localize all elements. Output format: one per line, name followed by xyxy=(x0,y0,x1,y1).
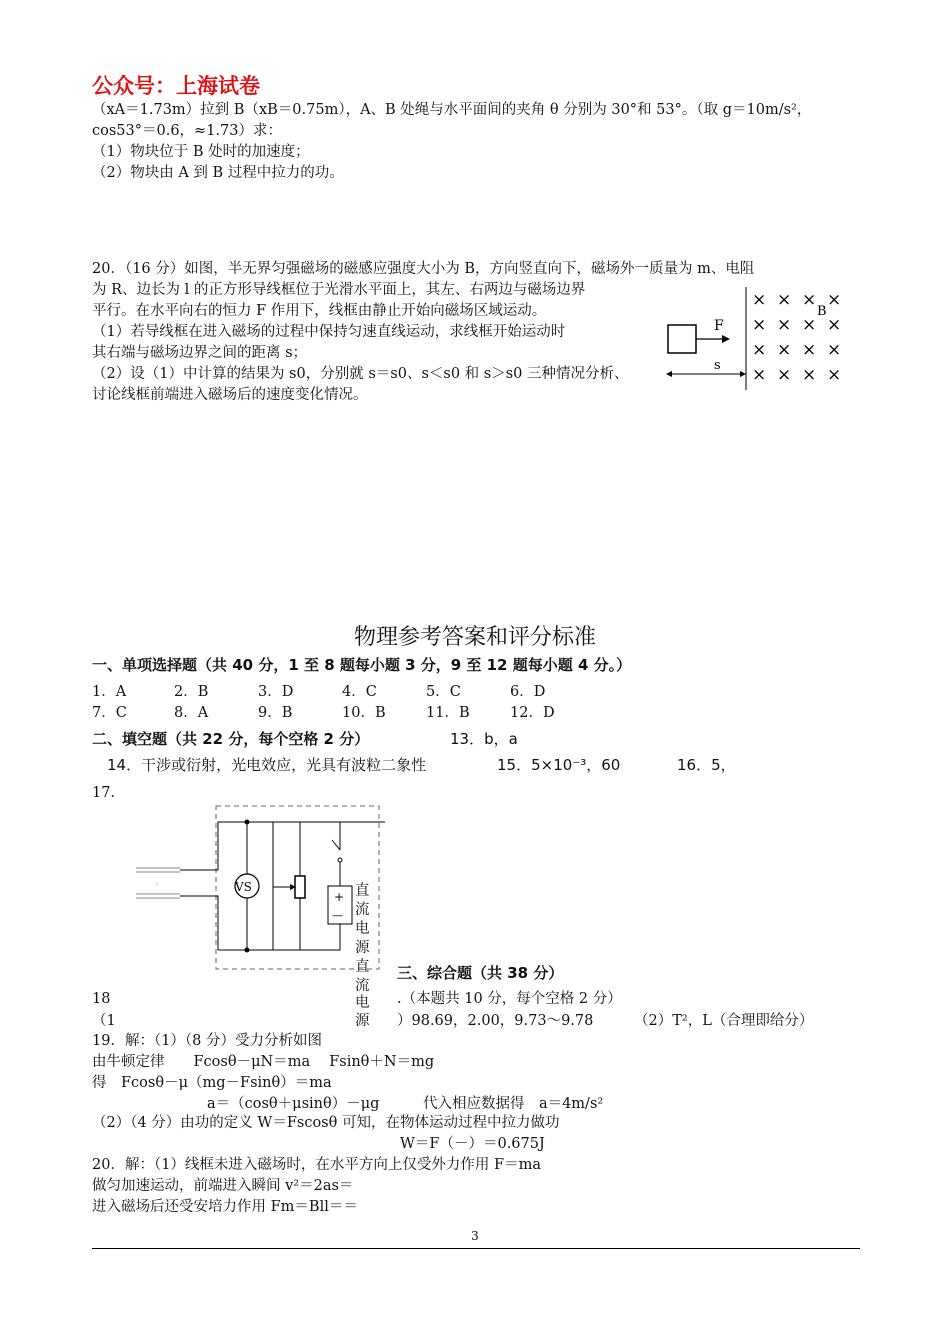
q20-line-1: 20．（16 分）如图，半无界匀强磁场的磁感应强度大小为 B，方向竖直向下，磁场外一质量为 m、电阻 xyxy=(92,261,755,277)
force-label: F xyxy=(714,318,724,334)
source-char: 源 xyxy=(355,1013,370,1029)
solution-19-line-6: W＝F（－）＝0.675J xyxy=(400,1136,545,1152)
field-cross: × xyxy=(752,290,767,310)
answer-14: 14．干涉或衍射，光电效应，光具有波粒二象性 xyxy=(107,756,427,774)
source-char: 电 xyxy=(355,995,370,1011)
solution-19-line-4: a＝（cosθ＋μsinθ）－μg 代入相应数据得 a＝4m/s² xyxy=(207,1096,604,1112)
q20-line-3: 平行。在水平向右的恒力 F 作用下，线框由静止开始向磁场区域运动。 xyxy=(92,303,547,319)
rheostat-symbol xyxy=(295,876,305,898)
answer-18-header: .（本题共 10 分，每个空格 2 分） xyxy=(397,991,622,1007)
solution-20-line-3: 进入磁场后还受安培力作用 Fm＝Bll＝＝ xyxy=(92,1199,358,1215)
answer-18-part2: （2）T²，L（合理即给分） xyxy=(634,1013,814,1029)
answer-18-number: 18 xyxy=(92,991,111,1007)
q19-part-1: （1）物块位于 B 处时的加速度； xyxy=(92,144,310,160)
footer-rule xyxy=(92,1248,860,1249)
source-char: 流 xyxy=(355,978,370,994)
wire-top xyxy=(180,822,385,870)
brand-header: 公众号：上海试卷 xyxy=(92,74,260,98)
field-cross: × xyxy=(752,365,767,385)
mc-answer: 7．C xyxy=(92,705,127,721)
mc-answer: 5．C xyxy=(426,684,461,700)
section-2-heading: 二、填空题（共 22 分，每个空格 2 分） xyxy=(92,730,370,748)
solution-20-line-1: 20．解：（1）线框未进入磁场时，在水平方向上仅受外力作用 F＝ma xyxy=(92,1157,541,1173)
field-cross: × xyxy=(827,340,842,360)
source-char: 源 xyxy=(355,940,370,956)
field-cross: × xyxy=(802,365,817,385)
plate-dot: ◦ xyxy=(155,880,160,889)
switch-symbol xyxy=(332,840,340,850)
q19-line-2: cos53°＝0.6，≈1.73）求： xyxy=(92,123,282,139)
distance-arrowhead-right xyxy=(740,371,746,377)
minus-sign: — xyxy=(332,909,343,922)
field-cross: × xyxy=(827,290,842,310)
wire-frame-square xyxy=(668,325,696,353)
answer-16: 16．5， xyxy=(677,756,736,774)
field-cross: × xyxy=(752,315,767,335)
field-cross: × xyxy=(777,340,792,360)
field-cross: × xyxy=(802,290,817,310)
voltmeter-label: VS xyxy=(235,880,252,894)
page-number: 3 xyxy=(471,1229,479,1243)
source-char: 流 xyxy=(355,902,370,918)
mc-answer: 1．A xyxy=(92,684,127,700)
distance-label: s xyxy=(714,358,721,373)
q20-line-6: （2）设（1）中计算的结果为 s0，分别就 s＝s0、s＜s0 和 s＞s0 三种情况分析、 xyxy=(92,366,629,382)
mc-answer: 2．B xyxy=(174,684,209,700)
q20-line-2: 为 R、边长为 l 的正方形导线框位于光滑水平面上，其左、右两边与磁场边界 xyxy=(92,282,586,298)
field-label: B xyxy=(817,304,827,319)
mc-answer: 8．A xyxy=(174,705,209,721)
source-char: 直 xyxy=(355,883,370,899)
field-cross: × xyxy=(752,340,767,360)
mc-answer: 10．B xyxy=(342,705,386,721)
q20-magnetic-field-figure xyxy=(660,285,860,395)
field-cross: × xyxy=(777,290,792,310)
solution-19-line-5: （2）（4 分）由功的定义 W＝Fscosθ 可知，在物体运动过程中拉力做功 xyxy=(92,1115,560,1131)
source-char: 电 xyxy=(355,921,370,937)
solution-19-line-1: 19．解：（1）（8 分）受力分析如图 xyxy=(92,1033,323,1049)
section-1-heading: 一、单项选择题（共 40 分，1 至 8 题每小题 3 分，9 至 12 题每小题 4 分。） xyxy=(92,656,632,674)
mc-answer: 3．D xyxy=(258,684,294,700)
solution-20-line-2: 做匀加速运动，前端进入瞬间 v²＝2as＝ xyxy=(92,1178,354,1194)
mc-answer: 12．D xyxy=(510,705,555,721)
field-cross: × xyxy=(777,365,792,385)
answers-title: 物理参考答案和评分标准 xyxy=(353,625,596,650)
mc-answer: 6．D xyxy=(510,684,546,700)
q19-part-2: （2）物块由 A 到 B 过程中拉力的功。 xyxy=(92,165,344,181)
field-crosses xyxy=(752,290,841,385)
q20-line-7: 讨论线框前端进入磁场后的速度变化情况。 xyxy=(92,387,368,403)
q20-line-5: 其右端与磁场边界之间的距离 s； xyxy=(92,345,308,361)
field-cross: × xyxy=(827,365,842,385)
q20-line-4: （1）若导线框在进入磁场的过程中保持匀速直线运动，求线框开始运动时 xyxy=(92,324,566,340)
field-cross: × xyxy=(827,315,842,335)
plus-sign: + xyxy=(334,890,345,904)
mc-answer: 11．B xyxy=(426,705,470,721)
solution-19-line-2: 由牛顿定律 Fcosθ－μN＝ma Fsinθ＋N＝mg xyxy=(92,1054,435,1070)
mc-answer: 4．C xyxy=(342,684,377,700)
distance-arrowhead-left xyxy=(666,371,672,377)
field-cross: × xyxy=(802,315,817,335)
source-char: 直 xyxy=(355,959,370,975)
force-arrowhead xyxy=(722,335,730,343)
answer-17-label: 17． xyxy=(92,785,125,801)
field-cross: × xyxy=(777,315,792,335)
answer-18-part1-label: （1 xyxy=(92,1013,116,1029)
answer-15: 15．5×10⁻³，60 xyxy=(497,756,621,774)
section-3-heading: 三、综合题（共 38 分） xyxy=(397,964,564,982)
circuit-diagram xyxy=(130,800,385,1030)
q19-line-1: （xA＝1.73m）拉到 B（xB＝0.75m），A、B 处绳与水平面间的夹角 θ 分别为 30°和 53°。（取 g＝10m/s²， xyxy=(92,102,812,118)
solution-19-line-3: 得 Fcosθ－μ（mg－Fsinθ）＝ma xyxy=(92,1075,332,1091)
field-cross: × xyxy=(802,340,817,360)
mc-answer: 9．B xyxy=(258,705,293,721)
wire-bottom xyxy=(180,896,300,950)
answer-13: 13．b，a xyxy=(450,730,518,748)
answer-18-part1-values: ）98.69，2.00，9.73～9.78 xyxy=(397,1013,594,1029)
